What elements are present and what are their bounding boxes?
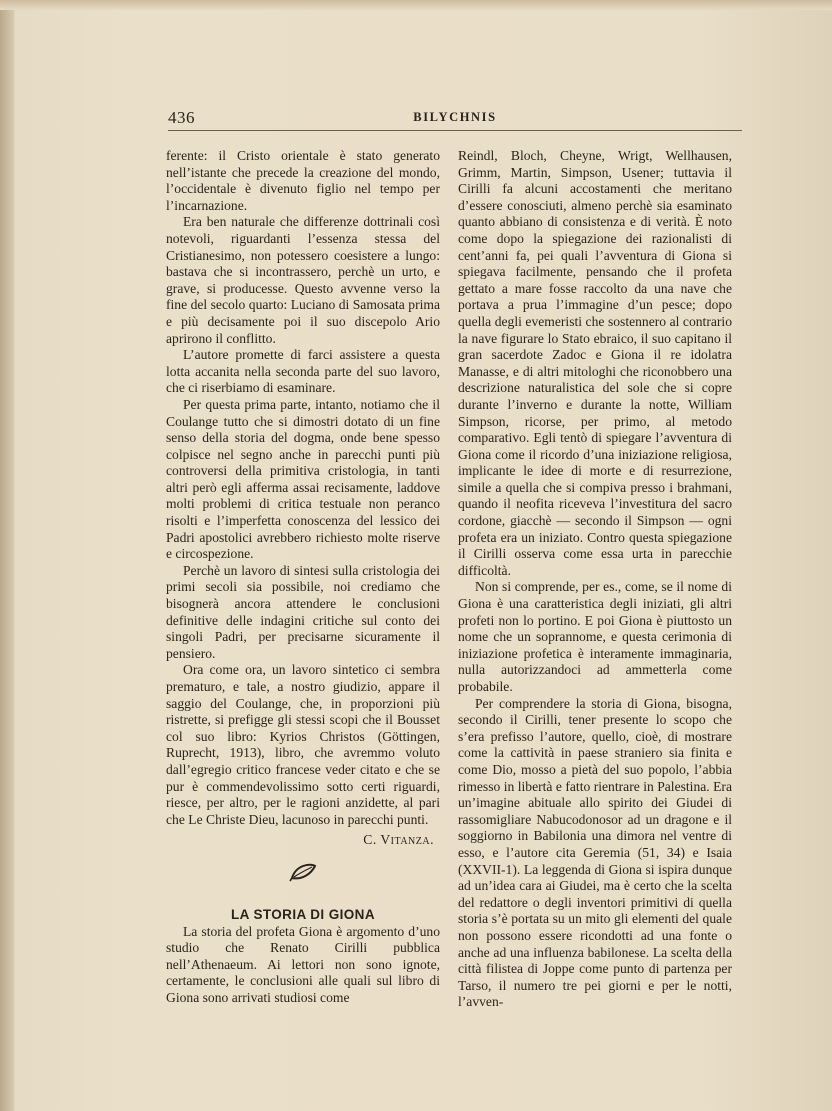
paragraph: ferente: il Cristo orientale è stato generato nell’istante che precede la creazione del mondo, l’occidentale è divenuto figlio nel tempo per l’incarnazione. — [166, 148, 440, 213]
page-edge-top — [0, 0, 832, 10]
paragraph: Reindl, Bloch, Cheyne, Wrigt, Wellhausen, Grimm, Martin, Simpson, Usener; tuttavia il Cirilli fa alcuni accostamenti che meritano d’essere conosciuti, almeno perchè sia esaminato quanto abbiano di consistenza e di verità. È noto come dopo la spiegazione dei razionalisti di cent’anni fa, pei quali l’avventura di Giona si spiegava facilmente, pensando che il profeta gettato a mare fosse raccolto da una nave che portava a prua l’immagine d’un pesce; dopo quella degli evemeristi che sostennero al contrario la nave figurare lo Stato ebraico, il suo capitano il gran sacerdote Zadoc e Giona il re idolatra Manasse, e di altri mitologhi che riconobbero una descrizione naturalistica del sole che si copre durante l’inverno e durante la notte, William Simpson, ricorse, per primo, al metodo comparativo. Egli tentò di spiegare l’avventura di Giona come il ricordo d’una iniziazione religiosa, implicante le idee di morte e di resurrezione, simile a quella che si compiva presso i brahmani, quando il neofita riceveva l’investitura del sacro cordone, giacchè — secondo il Simpson — ogni profeta era un iniziato. Contro questa spiegazione il Cirilli osserva come essa urta in parecchie difficoltà. — [458, 148, 732, 578]
running-title: BILYCHNIS — [413, 110, 497, 124]
author-signature: C. Vitanza. — [363, 832, 434, 848]
paragraph: Per questa prima parte, intanto, notiamo che il Coulange tutto che si dimostri dotato di un fine senso della storia del dogma, onde bene spesso colpisce nel segno anche in parecchi punti più controversi della primitiva cristologia, in tanti altri però egli afferma assai recisamente, laddove molti problemi di critica testuale non peranco risolti e l’imperfetta conoscenza del lessico dei Padri apostolici avrebbero richiesto molte riserve e circospezione. — [166, 396, 440, 562]
page-header — [168, 104, 742, 131]
section-title: LA STORIA DI GIONA — [231, 906, 375, 922]
paragraph: Per comprendere la storia di Giona, bisogna, secondo il Cirilli, tener presente lo scopo che s’era prefisso l’autore, quello, cioè, di mostrare come la cattività in paese straniero sia finita e come Dio, mosso a pietà del suo popolo, l’abbia rimesso in libertà e fatto rientrare in Palestina. Era un’imagine abituale allo spirito dei Giudei di rassomigliare Nabucodonosor ad un dragone e il soggiorno in Babilonia una dimora nel ventre di esso, e l’autore cita Geremia (51, 34) e Isaia (XXVII-1). La leggenda di Giona si ispira dunque ad un’idea cara ai Giudei, ma è certo che la scelta del redattore o degli inventori primitivi di quella storia s’è portata su un mito gli elementi del quale non possono essere ricondotti ad una fonte o anche ad una influenza babilonese. La scelta della città filistea di Joppe come punto di partenza per Tarso, il numero tre pei giorni e per le notti, l’avven- — [458, 695, 732, 1010]
paragraph: Perchè un lavoro di sintesi sulla cristologia dei primi secoli sia possibile, noi crediamo che bisognerà ancora attendere le conclusioni definitive delle indagini critiche sul conto dei singoli Padri, per precisarne sicuramente il pensiero. — [166, 562, 440, 661]
page-number: 436 — [168, 108, 195, 127]
left-column — [166, 148, 440, 1007]
paragraph: Non si comprende, per es., come, se il nome di Giona è una caratteristica degli iniziati, gli altri profeti non lo portino. E poi Giona è piuttosto un nome che un soprannome, e questa cerimonia di iniziazione profetica è interamente immaginaria, nulla autorizzandoci ad ammetterla come probabile. — [458, 579, 732, 694]
paragraph: Era ben naturale che differenze dottrinali così notevoli, riguardanti l’essenza stessa del Cristianesimo, non potessero coesistere a lungo: bastava che si incontrassero, perchè un urto, e grave, si producesse. Questo avvenne verso la fine del secolo quarto: Luciano di Samosata prima e più decisamente poi il suo discepolo Ario aprirono il conflitto. — [166, 214, 440, 346]
paragraph: L’autore promette di farci assistere a questa lotta accanita nella seconda parte del suo lavoro, che ci riserbiamo di esaminare. — [166, 347, 440, 396]
paragraph: Ora come ora, un lavoro sintetico ci sembra prematuro, e tale, a nostro giudizio, appare il saggio del Coulange, che, in proporzioni più ristrette, si prefigge gli stessi scopi che il Bousset col suo libro: Kyrios Christos (Göttingen, Ruprecht, 1913), libro, che avremmo voluto dall’egregio critico francese veder citato e che se pur è commendevolissimo sotto certi riguardi, riesce, per altro, per le ragioni anzidette, al pari che Le Christe Dieu, lacunoso in parecchi punti. — [166, 662, 440, 827]
right-column — [458, 148, 732, 1011]
page-edge-left — [0, 0, 14, 1111]
section-paragraph: La storia del profeta Giona è argomento d’uno studio che Renato Cirilli pubblica nell’Athenaeum. Ai lettori non sono ignote, certamente, le conclusioni alle quali sul libro di Giona sono arrivati studiosi come — [166, 923, 440, 1005]
leaf-ornament-icon — [288, 861, 318, 883]
